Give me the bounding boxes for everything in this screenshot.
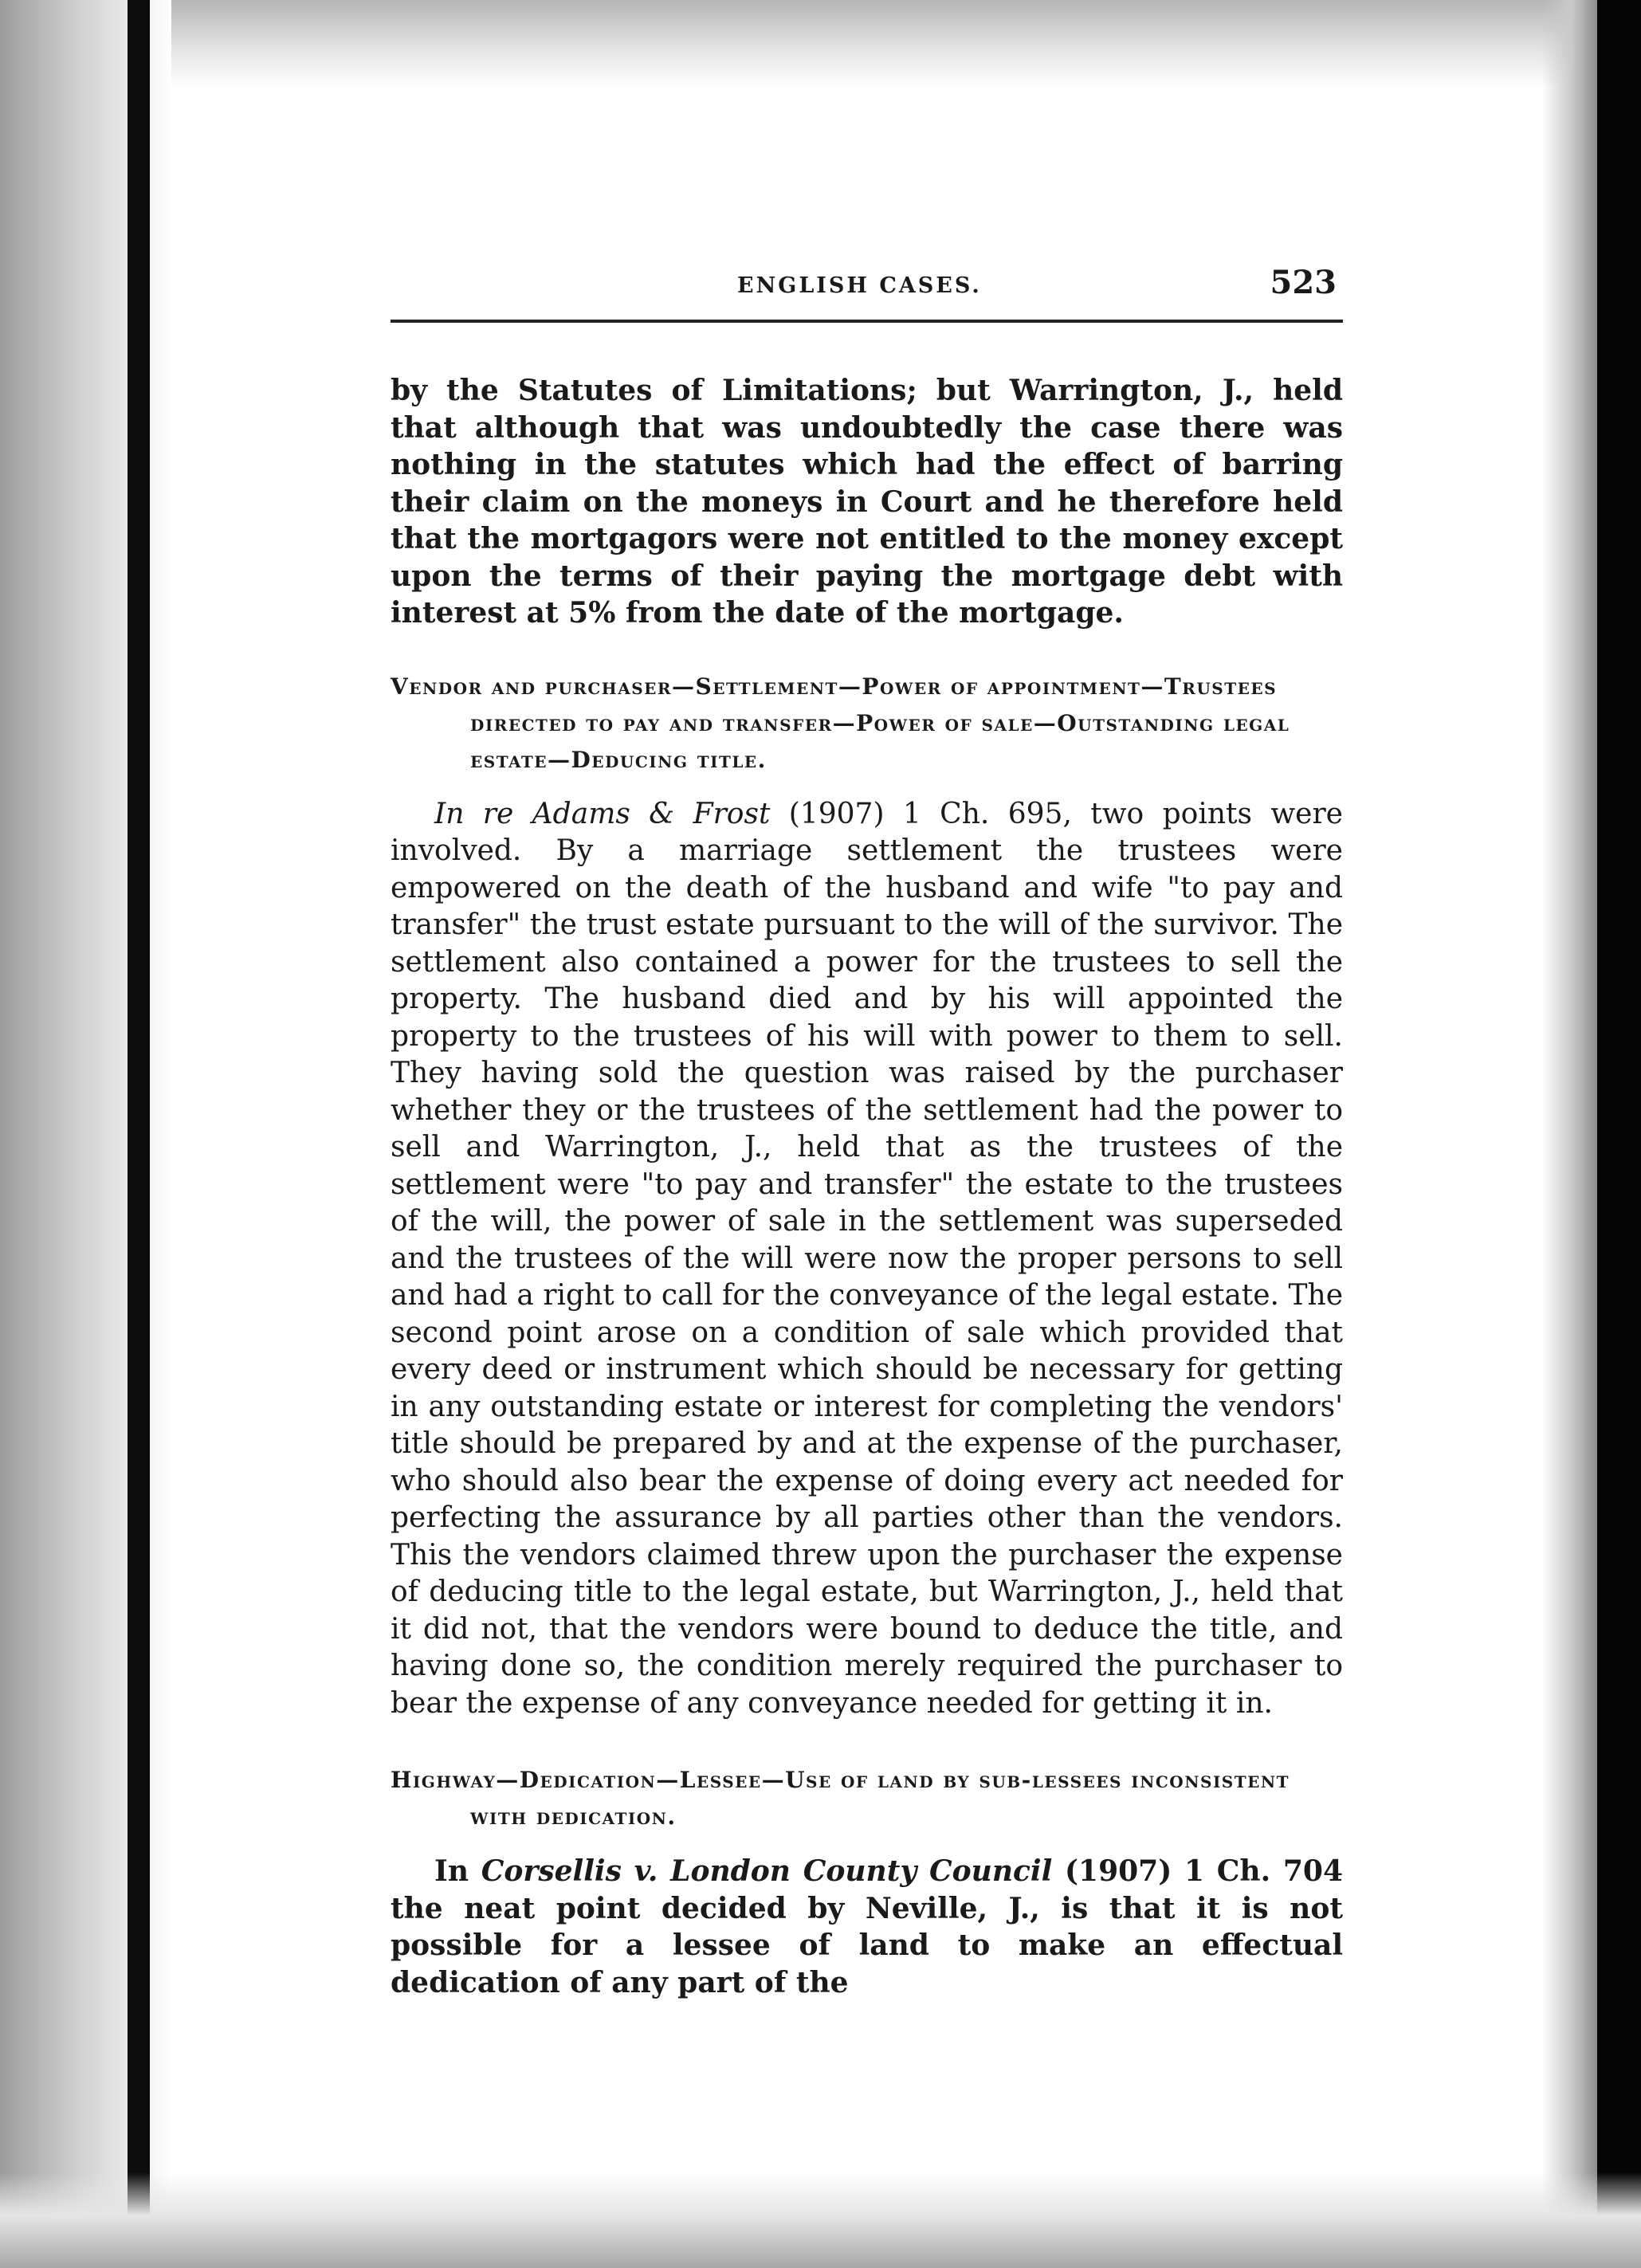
page-number: 523 — [1270, 264, 1337, 301]
header-rule — [391, 320, 1343, 323]
case-text-adams-frost: (1907) 1 Ch. 695, two points were involved. By a marriage settlement the trustees were empowered on the death of the husband and wife "to pay and transfer" the trust estate pursuant to the will of the survivor. The settlement also contained a power for the trustees to sell the property. The husband died and by his will appointed the property to the trustees of his will with power to them to sell. They having sold the question was raised by the purchaser whether they or the trustees of the settlement had the power to sell and Warrington, J., held that as the trustees of the settlement were "to pay and transfer" the estate to the trustees of the will, the power of sale in the settlement was superseded and the trustees of the will were now the proper persons to sell and had a right to call for the conveyance of the legal estate. The second point arose on a condition of sale which provided that every deed or instrument which should be necessary for getting in any outstanding estate or interest for completing the vendors' title should be prepared by and at the expense of the purchaser, who should also bear the expense of doing every act needed for perfecting the assurance by all parties other than the vendors. This the vendors claimed threw upon the purchaser the expense of deducing title to the legal estate, but Warrington, J., held that it did not, that the vendors were bound to deduce the title, and having done so, the condition merely required the purchaser to bear the expense of any conveyance needed for getting it in. — [391, 797, 1343, 1720]
scan-edge-top — [0, 0, 1641, 88]
running-head — [391, 259, 1343, 307]
scan-border-right — [1597, 0, 1641, 2268]
case-name-adams-frost: In re Adams & Frost — [434, 797, 771, 830]
section-body-adams-frost — [391, 796, 1343, 1723]
case-name-corsellis: Corsellis v. London County Council — [481, 1854, 1053, 1888]
scan-binding-shadow — [128, 0, 150, 2268]
case-text-corsellis: (1907) 1 Ch. 704 the neat point decided by Neville, J., is that it is not possible for a lessee of land to make an effectual dedication of any part of the — [391, 1854, 1344, 1999]
section-heading-vendor-purchaser: Vendor and purchaser—Settlement—Power of appointment—Trustees directed to pay and transfer—Power of sale—Outstanding legal estate—Deducing title. — [391, 673, 1290, 773]
book-page — [391, 259, 1343, 2001]
scan-edge-right — [1541, 0, 1597, 2268]
case-intro: In — [434, 1854, 481, 1888]
section-heading-highway: Highway—Dedication—Lessee—Use of land by sub-lessees inconsistent with dedication. — [391, 1767, 1290, 1830]
scan-edge-bottom — [0, 2172, 1641, 2268]
section-body-corsellis — [391, 1853, 1343, 2001]
continued-paragraph: by the Statutes of Limitations; but Warrington, J., held that although that was undoubtedly the case there was nothing in the statutes which had the effect of barring their claim on the moneys in Court and he therefore held that the mortgagors were not entitled to the money except upon the terms of their paying the mortgage debt with interest at 5% from the date of the mortgage. — [391, 374, 1343, 630]
running-title: ENGLISH CASES. — [737, 273, 982, 298]
